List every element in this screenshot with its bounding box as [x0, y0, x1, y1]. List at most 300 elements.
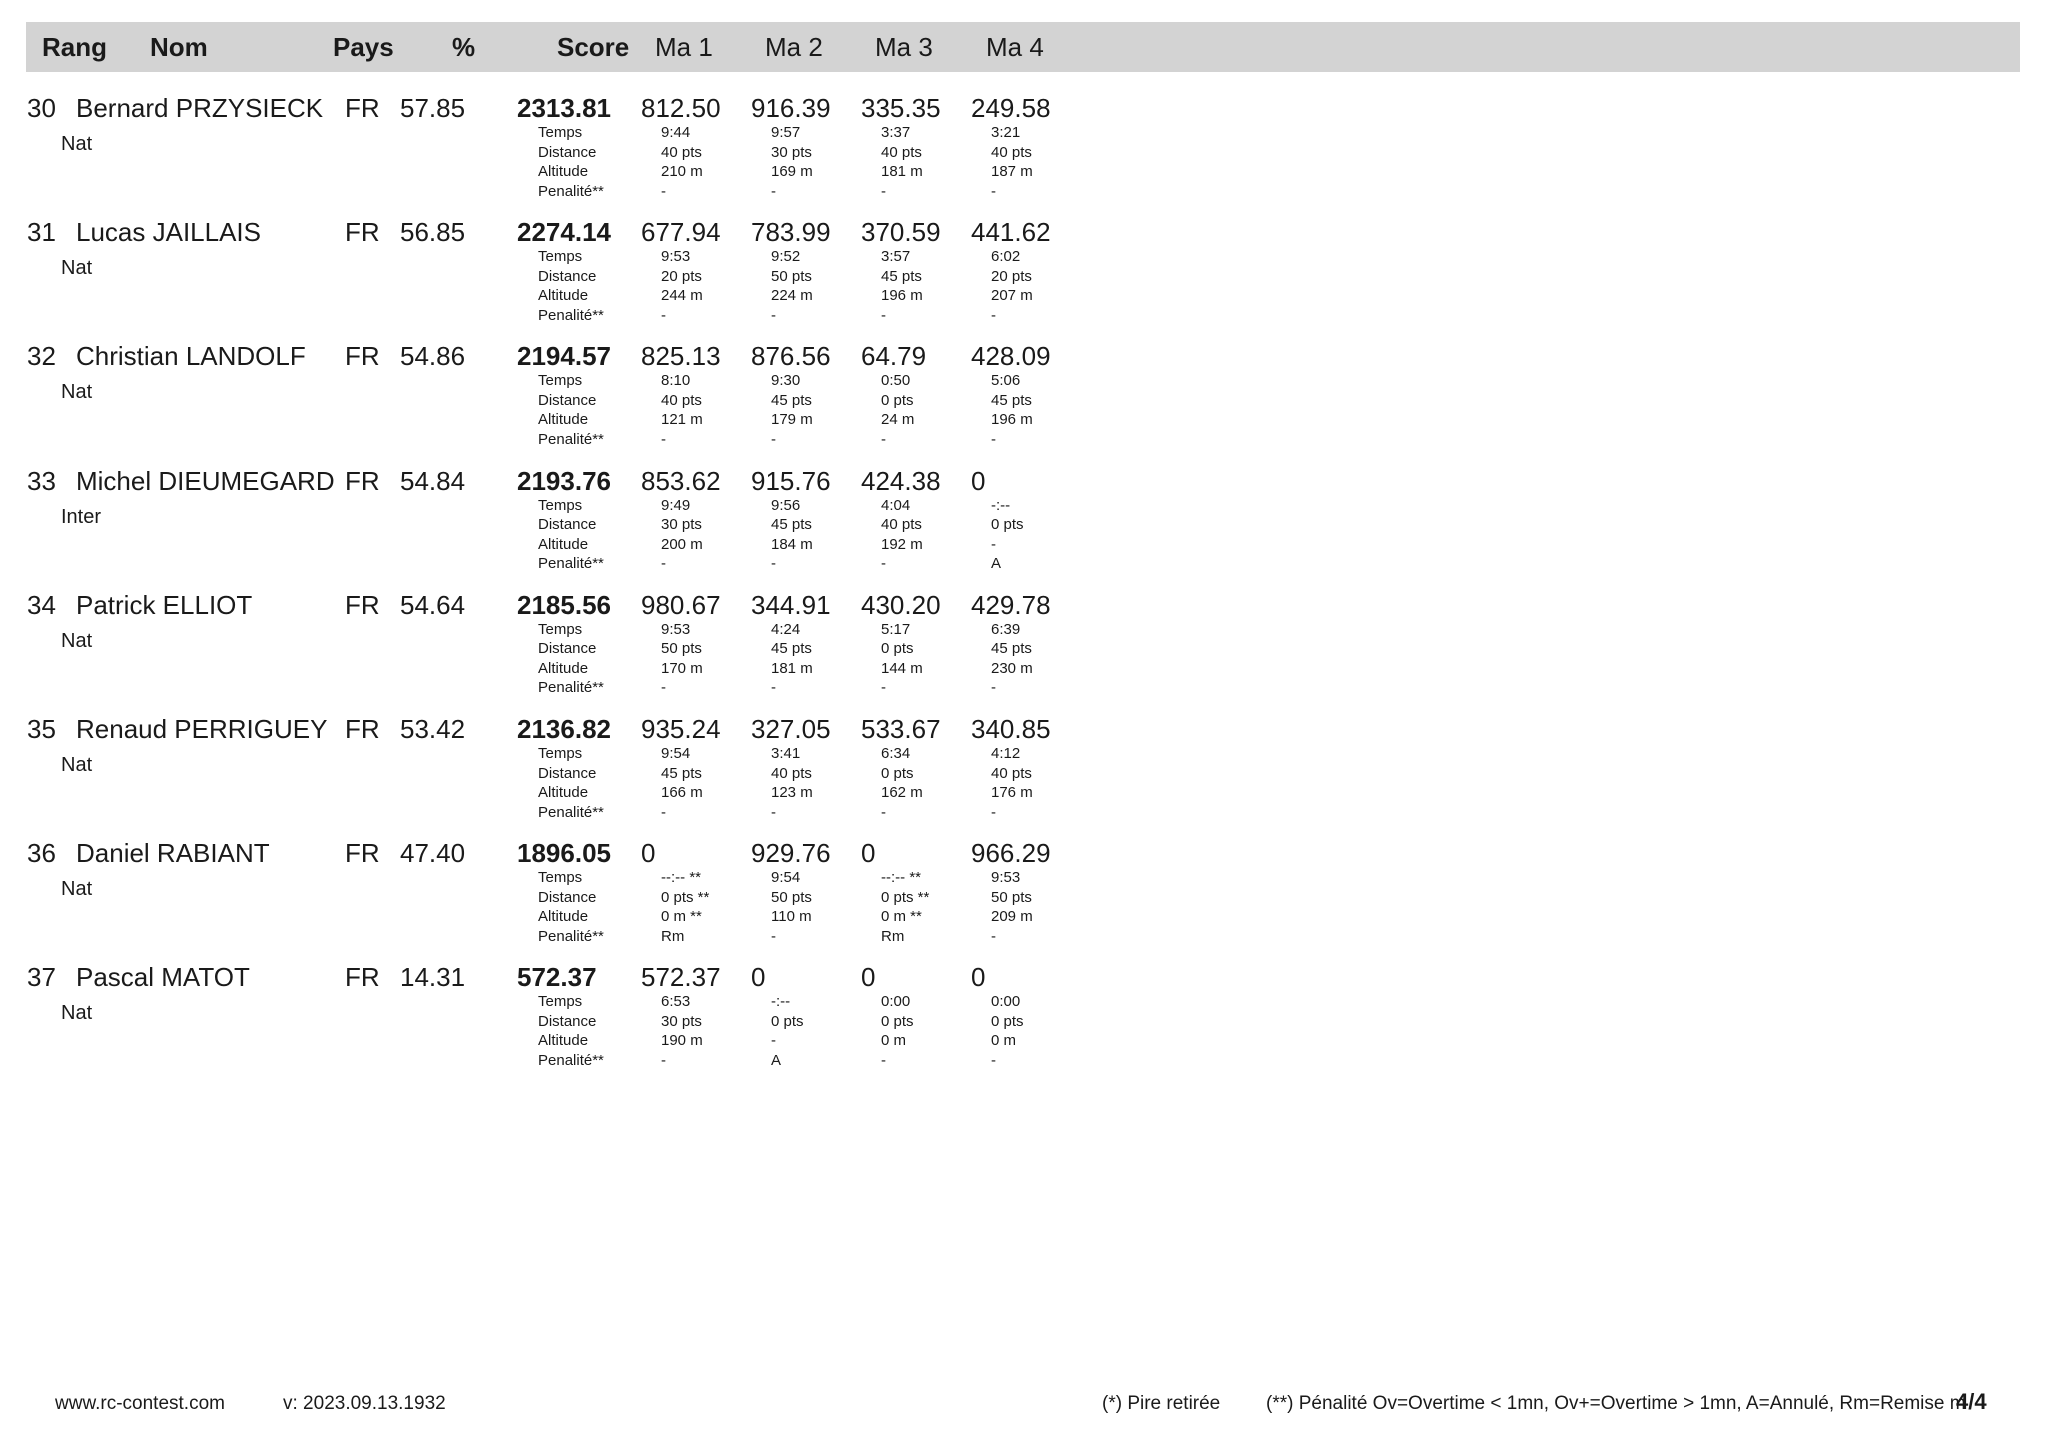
detail-label: Distance — [538, 764, 597, 782]
table-row — [0, 465, 1100, 589]
round-details — [991, 496, 1024, 574]
round-detail-value: - — [881, 306, 886, 324]
round-score: 429.78 — [971, 589, 1051, 620]
round-detail-value: - — [771, 927, 776, 945]
round-detail-value: 9:30 — [771, 372, 801, 390]
detail-label: Penalité** — [538, 306, 604, 324]
detail-labels — [538, 992, 604, 1070]
round-detail-value: 166 m — [661, 784, 703, 801]
round-cell — [751, 92, 831, 200]
table-row — [0, 216, 1100, 340]
detail-labels — [538, 744, 604, 822]
round-cell — [751, 216, 831, 324]
rank: 30 — [27, 93, 56, 123]
round-detail-value: 0:00 — [881, 993, 911, 1011]
round-detail-value: 30 pts — [661, 1012, 702, 1030]
round-cell — [971, 713, 1051, 821]
total-score: 2274.14 — [517, 217, 611, 248]
round-score: 825.13 — [641, 341, 721, 372]
country: FR — [345, 341, 380, 372]
detail-label: Penalité** — [538, 555, 604, 573]
pilot-category: Nat — [61, 1002, 93, 1025]
round-detail-value: 8:10 — [661, 372, 691, 390]
round-detail-value: 3:21 — [991, 124, 1021, 141]
country: FR — [345, 93, 380, 123]
country: FR — [345, 589, 380, 620]
round-detail-value: - — [771, 555, 776, 573]
round-detail-value: 169 m — [771, 163, 813, 180]
rank: 31 — [27, 217, 56, 248]
round-detail-value: 0 pts — [881, 640, 914, 658]
pilot-name: Daniel RABIANT — [76, 838, 270, 869]
round-detail-value: 45 pts — [771, 516, 812, 534]
round-detail-value: 207 m — [991, 287, 1033, 305]
percentage: 47.40 — [400, 838, 466, 869]
round-cell — [971, 961, 1024, 1069]
round-detail-value: A — [991, 555, 1002, 573]
percentage: 14.31 — [400, 962, 466, 993]
footer-site: www.rc-contest.com — [55, 1393, 225, 1414]
round-score: 0 — [861, 962, 876, 993]
round-details — [881, 496, 923, 574]
round-detail-value: 3:41 — [771, 745, 801, 762]
pilot-name: Renaud PERRIGUEY — [76, 714, 328, 744]
round-detail-value: 196 m — [881, 287, 923, 305]
round-detail-value: 50 pts — [661, 640, 702, 658]
detail-labels — [538, 247, 604, 325]
round-cell — [641, 589, 721, 697]
round-detail-value: --:-- ** — [881, 869, 921, 887]
detail-label: Penalité** — [538, 182, 604, 200]
round-details — [771, 744, 813, 822]
round-detail-value: 121 m — [661, 411, 703, 429]
round-score: 441.62 — [971, 217, 1051, 248]
pilot-category: Nat — [61, 629, 93, 652]
detail-label: Altitude — [538, 411, 589, 429]
round-detail-value: 176 m — [991, 784, 1033, 801]
round-details — [661, 744, 703, 822]
round-details — [661, 123, 703, 201]
round-detail-value: 5:06 — [991, 372, 1021, 390]
round-score: 876.56 — [751, 341, 831, 372]
round-cell — [971, 837, 1051, 945]
round-detail-value: Rm — [661, 927, 685, 945]
round-detail-value: 162 m — [881, 784, 923, 801]
round-detail-value: - — [991, 535, 996, 553]
header-pays: Pays — [333, 32, 394, 62]
round-score: 340.85 — [971, 714, 1051, 744]
round-detail-value: - — [661, 430, 666, 448]
header-round-2: Ma 2 — [765, 32, 823, 62]
round-detail-value: - — [661, 182, 666, 200]
percentage: 56.85 — [400, 217, 466, 248]
round-details — [661, 868, 709, 946]
round-detail-value: - — [991, 679, 996, 697]
table-row — [0, 589, 1100, 713]
round-score: 980.67 — [641, 589, 721, 620]
detail-labels — [538, 123, 604, 201]
round-detail-value: 9:44 — [661, 124, 691, 141]
round-cell — [641, 837, 710, 945]
detail-label: Penalité** — [538, 1051, 604, 1069]
round-detail-value: 190 m — [661, 1032, 703, 1050]
round-score: 915.76 — [751, 465, 831, 496]
detail-label: Temps — [538, 372, 583, 390]
round-detail-value: 50 pts — [991, 888, 1032, 906]
round-cell — [751, 713, 831, 821]
round-cell — [641, 216, 721, 324]
rank: 36 — [27, 838, 56, 869]
detail-label: Distance — [538, 143, 597, 161]
round-detail-value: - — [771, 306, 776, 324]
rank: 32 — [27, 341, 56, 372]
round-detail-value: 244 m — [661, 287, 703, 305]
round-detail-value: - — [991, 306, 996, 324]
round-detail-value: 144 m — [881, 659, 923, 677]
round-cell — [861, 961, 914, 1069]
round-detail-value: 40 pts — [991, 143, 1032, 161]
round-cell — [641, 713, 721, 821]
round-details — [881, 992, 914, 1070]
detail-label: Altitude — [538, 659, 589, 677]
round-detail-value: 20 pts — [991, 267, 1032, 285]
round-score: 0 — [971, 465, 986, 496]
round-detail-value: 30 pts — [771, 143, 812, 161]
round-detail-value: 209 m — [991, 908, 1033, 926]
rank: 35 — [27, 714, 56, 744]
country: FR — [345, 838, 380, 869]
round-cell — [861, 340, 927, 448]
round-cell — [751, 589, 831, 697]
detail-label: Penalité** — [538, 679, 604, 697]
detail-label: Penalité** — [538, 927, 604, 945]
round-detail-value: 9:53 — [661, 620, 691, 638]
round-detail-value: --:-- ** — [661, 869, 701, 887]
round-detail-value: 24 m — [881, 411, 915, 429]
round-details — [661, 371, 703, 449]
round-detail-value: 6:39 — [991, 620, 1021, 638]
round-details — [661, 992, 703, 1070]
round-detail-value: - — [771, 679, 776, 697]
detail-label: Distance — [538, 640, 597, 658]
percentage: 54.84 — [400, 465, 466, 496]
round-details — [991, 371, 1033, 449]
round-detail-value: 50 pts — [771, 888, 812, 906]
table-header — [26, 22, 2020, 72]
round-detail-value: 0 pts — [991, 516, 1024, 534]
detail-label: Distance — [538, 267, 597, 285]
round-detail-value: 0:50 — [881, 372, 911, 390]
round-cell — [971, 589, 1051, 697]
round-detail-value: 45 pts — [661, 764, 702, 782]
round-cell — [861, 465, 941, 573]
round-detail-value: 45 pts — [771, 391, 812, 409]
detail-label: Altitude — [538, 287, 589, 305]
round-score: 430.20 — [861, 589, 941, 620]
percentage: 54.64 — [400, 589, 466, 620]
total-score: 2185.56 — [517, 589, 611, 620]
pilot-category: Nat — [61, 133, 93, 155]
round-detail-value: -:-- — [771, 993, 791, 1011]
round-score: 64.79 — [861, 341, 927, 372]
round-detail-value: - — [991, 803, 996, 821]
country: FR — [345, 962, 380, 993]
round-details — [771, 992, 804, 1070]
round-details — [771, 123, 813, 201]
header-round-3: Ma 3 — [875, 32, 933, 62]
round-details — [661, 247, 703, 325]
round-detail-value: 9:54 — [661, 745, 691, 762]
total-score: 2193.76 — [517, 465, 611, 496]
round-detail-value: 45 pts — [771, 640, 812, 658]
pilot-category: Nat — [61, 257, 93, 280]
table-row — [0, 837, 1100, 961]
rank: 33 — [27, 465, 56, 496]
round-details — [881, 620, 923, 698]
round-cell — [971, 465, 1024, 573]
round-detail-value: 0:00 — [991, 993, 1021, 1011]
country: FR — [345, 714, 380, 744]
round-details — [881, 868, 929, 946]
round-detail-value: - — [771, 430, 776, 448]
round-detail-value: 45 pts — [991, 391, 1032, 409]
round-detail-value: 9:52 — [771, 248, 801, 266]
round-detail-value: - — [771, 1032, 776, 1050]
total-score: 2313.81 — [517, 93, 611, 123]
round-detail-value: 4:04 — [881, 496, 911, 514]
round-cell — [751, 961, 804, 1069]
percentage: 54.86 — [400, 341, 466, 372]
country: FR — [345, 217, 380, 248]
footer-note-penalty: (**) Pénalité Ov=Overtime < 1mn, Ov+=Overtime > 1mn, A=Annulé, Rm=Remise m — [1266, 1393, 1966, 1414]
round-detail-value: 187 m — [991, 163, 1033, 180]
detail-labels — [538, 868, 604, 946]
round-detail-value: 230 m — [991, 659, 1033, 677]
round-detail-value: 45 pts — [991, 640, 1032, 658]
round-details — [881, 123, 923, 201]
detail-label: Distance — [538, 1012, 597, 1030]
round-detail-value: 0 pts — [991, 1012, 1024, 1030]
table-row — [0, 92, 1100, 216]
round-detail-value: 40 pts — [991, 764, 1032, 782]
round-details — [881, 371, 914, 449]
round-score: 812.50 — [641, 93, 721, 123]
round-details — [991, 992, 1024, 1070]
round-detail-value: 0 m — [881, 1032, 907, 1050]
round-details — [991, 123, 1033, 201]
round-detail-value: 0 m ** — [881, 908, 922, 926]
round-score: 424.38 — [861, 465, 941, 496]
round-detail-value: 179 m — [771, 411, 813, 429]
detail-label: Altitude — [538, 535, 589, 553]
round-score: 533.67 — [861, 714, 941, 744]
round-detail-value: 9:54 — [771, 869, 801, 887]
round-score: 853.62 — [641, 465, 721, 496]
total-score: 1896.05 — [517, 838, 611, 869]
round-detail-value: - — [661, 803, 666, 821]
round-detail-value: - — [991, 182, 996, 200]
round-details — [771, 868, 812, 946]
round-detail-value: 9:53 — [661, 248, 691, 266]
round-detail-value: 50 pts — [771, 267, 812, 285]
round-detail-value: 200 m — [661, 535, 703, 553]
detail-label: Distance — [538, 888, 597, 906]
round-details — [771, 247, 813, 325]
round-detail-value: - — [881, 679, 886, 697]
round-detail-value: 3:57 — [881, 248, 911, 266]
round-detail-value: 0 pts — [881, 764, 914, 782]
round-detail-value: 0 pts ** — [661, 888, 710, 906]
page-number: 4/4 — [1956, 1389, 1987, 1414]
round-detail-value: - — [991, 430, 996, 448]
round-score: 783.99 — [751, 217, 831, 248]
round-cell — [861, 92, 941, 200]
round-cell — [641, 465, 721, 573]
round-detail-value: 181 m — [771, 659, 813, 677]
pilot-name: Bernard PRZYSIECK — [76, 93, 324, 123]
round-score: 0 — [641, 838, 656, 869]
pilot-category: Nat — [61, 754, 93, 776]
round-score: 935.24 — [641, 714, 721, 744]
detail-label: Temps — [538, 496, 583, 514]
round-detail-value: 196 m — [991, 411, 1033, 429]
round-details — [881, 247, 923, 325]
round-detail-value: 5:17 — [881, 620, 911, 638]
round-score: 335.35 — [861, 93, 941, 123]
round-detail-value: 4:24 — [771, 620, 801, 638]
round-details — [771, 496, 813, 574]
table-row — [0, 961, 1100, 1085]
round-score: 572.37 — [641, 962, 721, 993]
round-detail-value: 0 pts — [881, 391, 914, 409]
pilot-name: Lucas JAILLAIS — [76, 217, 261, 248]
header-round-1: Ma 1 — [655, 32, 713, 62]
pilot-category: Nat — [61, 381, 93, 404]
round-cell — [971, 92, 1051, 200]
detail-label: Temps — [538, 869, 583, 887]
round-detail-value: 6:02 — [991, 248, 1021, 266]
round-detail-value: 9:56 — [771, 496, 801, 514]
header-score: Score — [557, 32, 630, 62]
round-detail-value: 0 m ** — [661, 908, 702, 926]
total-score: 572.37 — [517, 962, 597, 993]
round-detail-value: - — [881, 182, 886, 200]
round-details — [991, 620, 1033, 698]
round-details — [661, 496, 703, 574]
rank: 34 — [27, 589, 56, 620]
round-detail-value: - — [661, 1051, 666, 1069]
round-details — [661, 620, 703, 698]
round-detail-value: 210 m — [661, 163, 703, 180]
round-detail-value: - — [771, 803, 776, 821]
round-cell — [751, 340, 831, 448]
table-row — [0, 713, 1100, 837]
round-detail-value: 123 m — [771, 784, 813, 801]
round-score: 0 — [971, 962, 986, 993]
round-detail-value: -:-- — [991, 496, 1011, 514]
percentage: 57.85 — [400, 93, 466, 123]
round-detail-value: - — [991, 927, 996, 945]
detail-label: Altitude — [538, 784, 589, 801]
round-details — [991, 868, 1033, 946]
round-detail-value: - — [991, 1051, 996, 1069]
round-detail-value: - — [881, 555, 886, 573]
header-rang: Rang — [42, 32, 107, 62]
round-detail-value: 0 pts — [881, 1012, 914, 1030]
total-score: 2136.82 — [517, 714, 611, 744]
round-score: 0 — [751, 962, 766, 993]
detail-labels — [538, 620, 604, 698]
pilot-category: Inter — [61, 505, 102, 528]
footer-note-worst: (*) Pire retirée — [1102, 1393, 1221, 1414]
detail-labels — [538, 371, 604, 449]
detail-label: Temps — [538, 745, 583, 762]
round-detail-value: 3:37 — [881, 124, 911, 141]
round-detail-value: 45 pts — [881, 267, 922, 285]
round-detail-value: - — [661, 306, 666, 324]
round-cell — [971, 216, 1051, 324]
detail-label: Altitude — [538, 908, 589, 926]
detail-label: Penalité** — [538, 430, 604, 448]
round-detail-value: - — [661, 679, 666, 697]
round-detail-value: 40 pts — [771, 764, 812, 782]
round-detail-value: - — [881, 430, 886, 448]
round-details — [991, 744, 1033, 822]
round-detail-value: 6:34 — [881, 745, 911, 762]
detail-label: Distance — [538, 391, 597, 409]
round-detail-value: 30 pts — [661, 516, 702, 534]
round-cell — [641, 961, 721, 1069]
detail-label: Temps — [538, 993, 583, 1011]
pilot-name: Christian LANDOLF — [76, 341, 306, 372]
total-score: 2194.57 — [517, 341, 611, 372]
header-pct: % — [452, 32, 476, 62]
round-detail-value: 9:57 — [771, 124, 801, 141]
round-cell — [861, 837, 930, 945]
round-cell — [751, 837, 831, 945]
round-score: 929.76 — [751, 838, 831, 869]
round-detail-value: Rm — [881, 927, 905, 945]
round-detail-value: 184 m — [771, 535, 813, 553]
round-score: 677.94 — [641, 217, 721, 248]
detail-label: Penalité** — [538, 803, 604, 821]
round-detail-value: 0 m — [991, 1032, 1017, 1050]
round-cell — [861, 216, 941, 324]
round-score: 344.91 — [751, 589, 831, 620]
footer-version: v: 2023.09.13.1932 — [283, 1393, 446, 1414]
round-detail-value: 0 pts ** — [881, 888, 930, 906]
detail-labels — [538, 496, 604, 574]
round-detail-value: - — [881, 1051, 886, 1069]
round-detail-value: 181 m — [881, 163, 923, 180]
detail-label: Temps — [538, 248, 583, 266]
round-details — [881, 744, 923, 822]
round-detail-value: 4:12 — [991, 745, 1021, 762]
round-detail-value: 192 m — [881, 535, 923, 553]
round-cell — [751, 465, 831, 573]
round-score: 327.05 — [751, 714, 831, 744]
pilot-category: Nat — [61, 878, 93, 901]
detail-label: Distance — [538, 516, 597, 534]
detail-label: Temps — [538, 124, 583, 141]
round-cell — [971, 340, 1051, 448]
round-details — [771, 371, 813, 449]
round-score: 916.39 — [751, 93, 831, 123]
round-detail-value: 40 pts — [881, 143, 922, 161]
header-round-4: Ma 4 — [986, 32, 1044, 62]
header-nom: Nom — [150, 32, 208, 62]
round-cell — [861, 589, 941, 697]
